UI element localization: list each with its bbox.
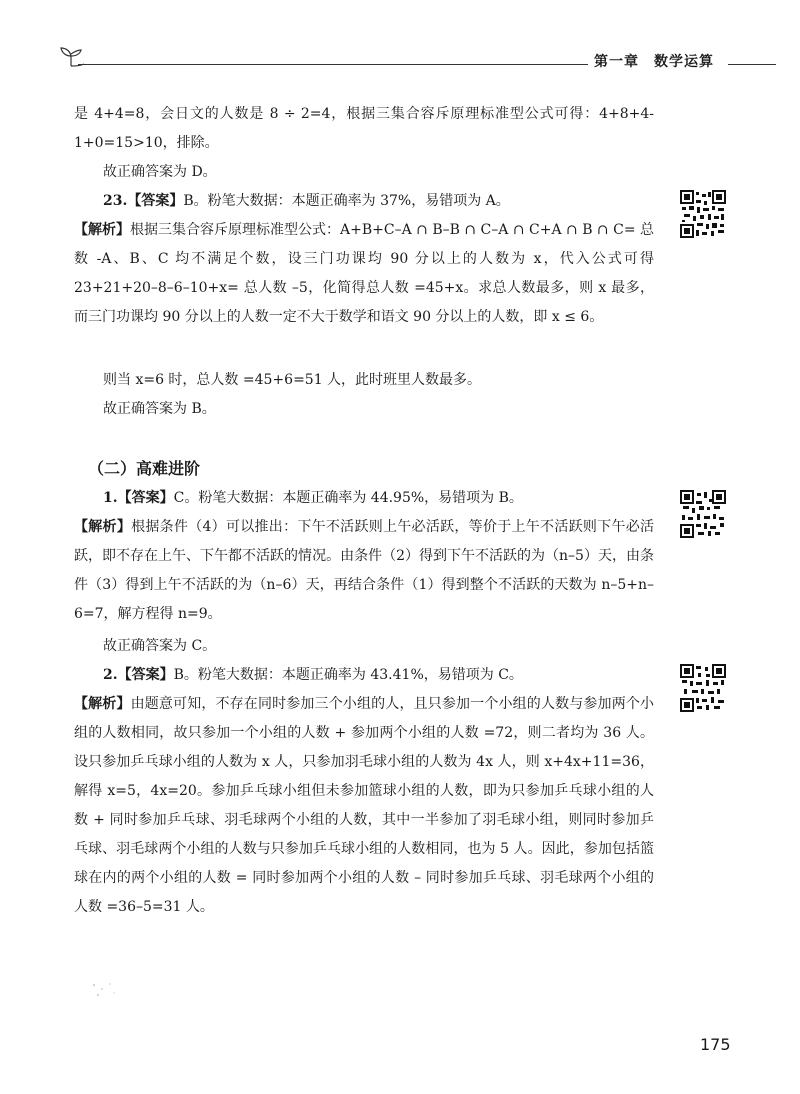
q2-analysis	[74, 690, 654, 922]
q23-final-answer: 故正确答案为 B。	[103, 401, 216, 417]
q2-answer	[74, 661, 654, 690]
page-number: 175	[700, 1035, 731, 1054]
q1-analysis-text: 根据条件（4）可以推出：下午不活跃则上午必活跃，等价于上午不活跃则下午必活跃，即不存在上午、下午都不活跃的情况。由条件（2）得到下午不活跃的为（n–5）天，由条件（3）得到上午不活跃的为（n–6）天，再结合条件（1）得到整个不活跃的天数为 n–5+n–6=7，解方程得 n=9。	[74, 519, 654, 622]
q23-analysis-text: 根据三集合容斥原理标准型公式：A+B+C–A ∩ B–B ∩ C–A ∩ C+A ∩ B ∩ C= 总数 -A、B、C 均不满足个数，设三门功课均 90 分以上的人数为 x，代入公式可得 23+21+20–8–6–10+x= 总人数 –5，化简得总人数 =45+x。求总人数最多，则 x 最多，而三门功课均 90 分以上的人数一定不大于数学和语文 90 分以上的人数，即 x ≤ 6。	[74, 222, 655, 325]
q1-analysis-label: 【解析】	[74, 519, 132, 535]
q1-answer	[74, 484, 654, 513]
q23-answer-text: B。粉笔大数据：本题正确率为 37%，易错项为 A。	[183, 193, 510, 209]
qr-code-icon[interactable]	[680, 490, 726, 538]
q2-analysis-text: 由题意可知，不存在同时参加三个小组的人，且只参加一个小组的人数与参加两个小组的人数相同，故只参加一个小组的人数 + 参加两个小组的人数 =72，则二者均为 36 人。设只参加乒乓球小组的人数为 x 人，只参加羽毛球小组的人数为 4x 人，则 x+4x+11=36，解得 x=5，4x=20。参加乒乓球小组但未参加篮球小组的人数，即为只参加乒乓球小组的人数 + 同时参加乒乓球、羽毛球两个小组的人数，其中一半参加了羽毛球小组，则同时参加乒乓球、羽毛球两个小组的人数与只参加乒乓球小组的人数相同，也为 5 人。因此，参加包括篮球在内的两个小组的人数 = 同时参加两个小组的人数 – 同时参加乒乓球、羽毛球两个小组的人数 =36–5=31 人。	[74, 696, 655, 915]
paragraph-continued: 是 4+4=8，会日文的人数是 8 ÷ 2=4，根据三集合容斥原理标准型公式可得：4+8+4-1+0=15>10，排除。	[74, 106, 654, 151]
q23-analysis-label: 【解析】	[74, 222, 131, 238]
qr-code-icon[interactable]	[680, 664, 726, 712]
section-title: （二）高难进阶	[88, 459, 201, 478]
q1-answer-label: 1.【答案】	[103, 490, 174, 506]
q23-analysis	[74, 216, 654, 332]
q1-analysis	[74, 513, 654, 629]
scan-speck	[90, 980, 120, 1000]
q2-answer-label: 2.【答案】	[103, 667, 174, 683]
q1-answer-text: C。粉笔大数据：本题正确率为 44.95%，易错项为 B。	[173, 490, 523, 506]
header-rule-right	[728, 64, 776, 65]
q2-answer-text: B。粉笔大数据：本题正确率为 43.41%，易错项为 C。	[173, 667, 523, 683]
header-rule-left	[78, 64, 588, 65]
qr-code-icon[interactable]	[680, 190, 726, 238]
q23-answer-label: 23.【答案】	[103, 193, 184, 209]
paragraph-answer-d: 故正确答案为 D。	[103, 164, 217, 180]
q23-conclusion: 则当 x=6 时，总人数 =45+6=51 人，此时班里人数最多。	[103, 372, 482, 388]
chapter-title: 第一章 数学运算	[594, 54, 714, 70]
q1-final-answer: 故正确答案为 C。	[103, 638, 217, 654]
q23-answer	[74, 187, 654, 216]
q2-analysis-label: 【解析】	[74, 696, 131, 712]
